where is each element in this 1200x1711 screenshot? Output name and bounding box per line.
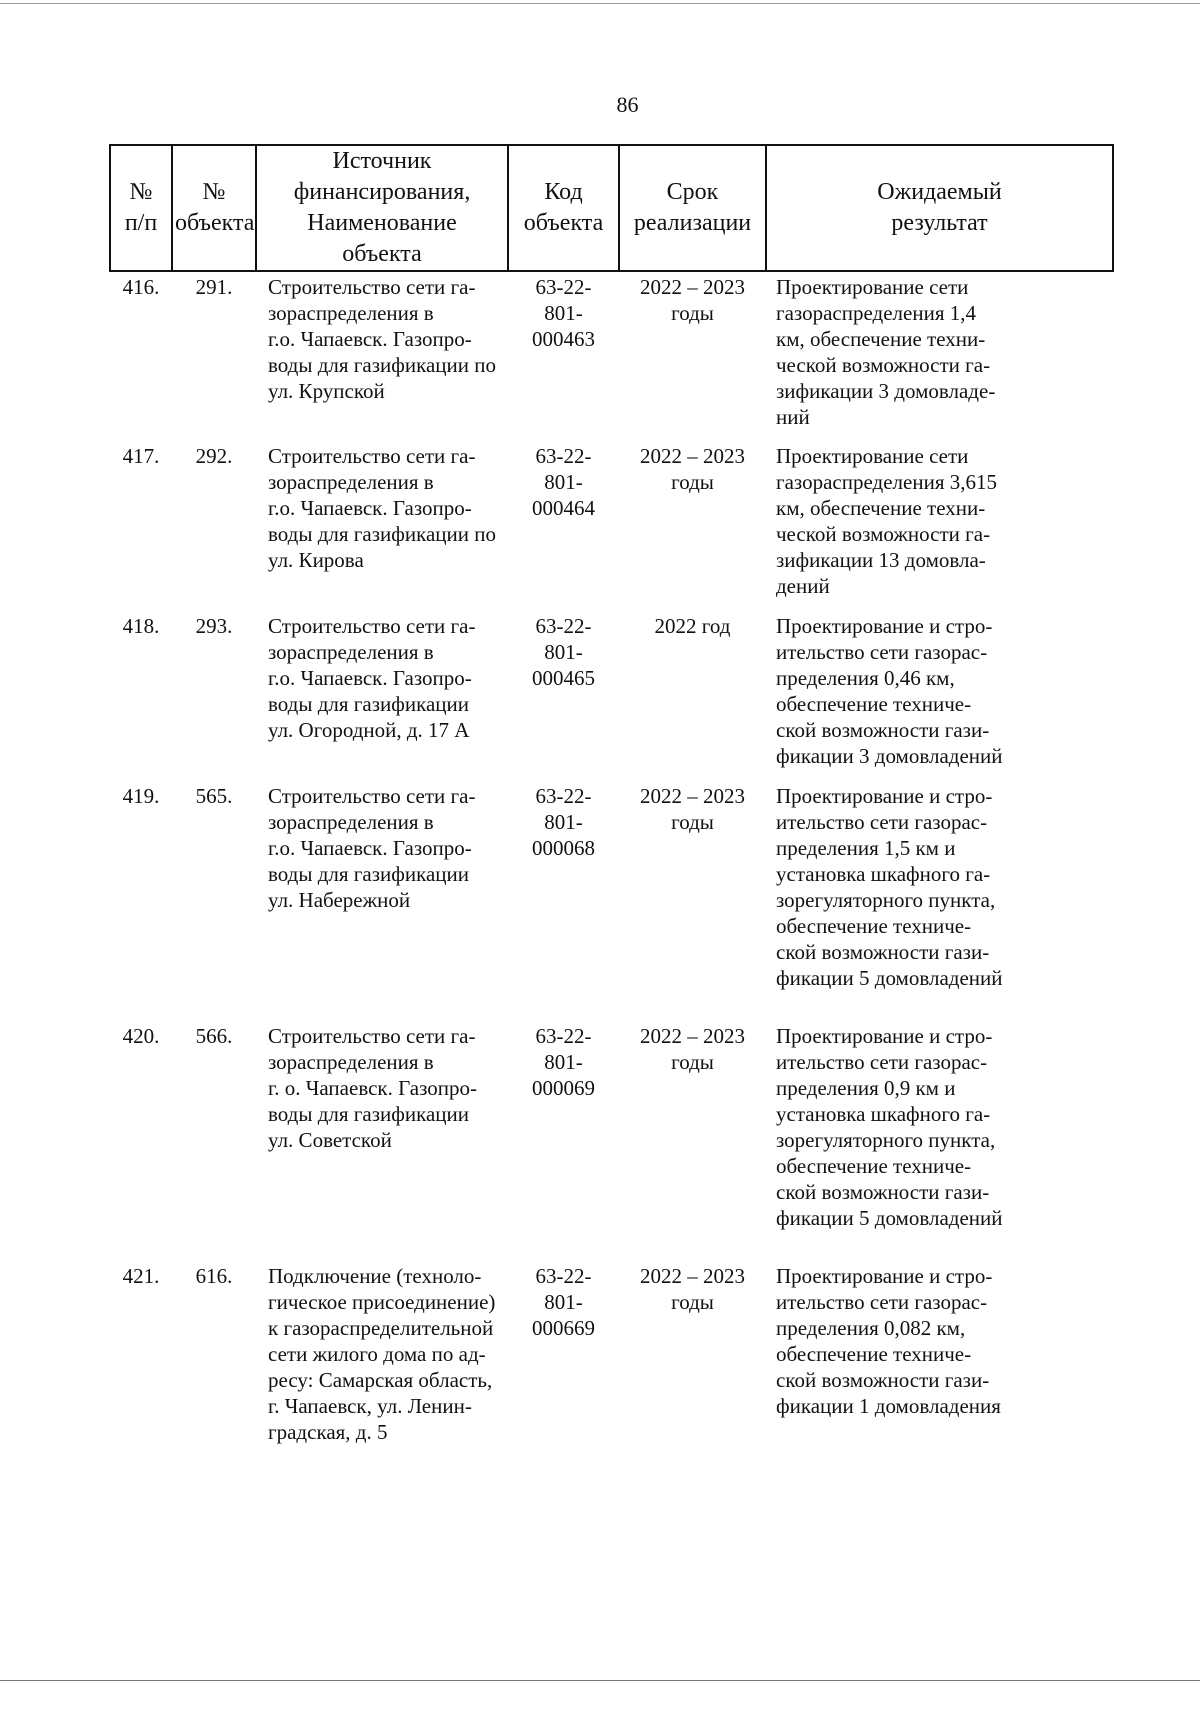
expected-result: Проектирование и стро- ительство сети газорас- пределения 1,5 км и установка шкафного га- зорегуляторного пункта, обеспечение техниче- ской возможности гази- фикации 5 домовладений <box>776 784 1003 990</box>
term: 2022 – 2023 годы <box>640 784 745 834</box>
table-row <box>110 611 1113 781</box>
row-number: 420. <box>122 1024 160 1048</box>
table-row <box>110 1021 1113 1261</box>
expected-result: Проектирование и стро- ительство сети газорас- пределения 0,9 км и установка шкафного га- зорегуляторного пункта, обеспечение техниче- ской возможности гази- фикации 5 домовладений <box>776 1024 1003 1230</box>
header-object-code: Код объекта <box>508 145 619 271</box>
object-code: 63-22- 801- 000068 <box>532 784 595 860</box>
funding-source: Строительство сети га- зораспределения в г. о. Чапаевск. Газопро- воды для газификации ул. Советской <box>268 1024 477 1152</box>
expected-result: Проектирование и стро- ительство сети газорас- пределения 0,46 км, обеспечение техниче- ской возможности гази- фикации 3 домовладений <box>776 614 1003 768</box>
funding-source: Строительство сети га- зораспределения в г.о. Чапаевск. Газопро- воды для газификации ул. Огородной, д. 17 А <box>268 614 476 742</box>
term: 2022 – 2023 годы <box>640 275 745 325</box>
object-code: 63-22- 801- 000669 <box>532 1264 595 1340</box>
term: 2022 – 2023 годы <box>640 1264 745 1314</box>
term: 2022 год <box>654 614 731 638</box>
table-row <box>110 781 1113 1021</box>
object-number: 291. <box>195 275 233 299</box>
table-row <box>110 271 1113 441</box>
header-object-number: № объекта <box>172 145 256 271</box>
page-number: 86 <box>616 92 639 117</box>
header-funding-source: Источник финансирования, Наименование объекта <box>256 145 508 271</box>
scan-edge-bottom <box>0 1680 1200 1681</box>
expected-result: Проектирование сети газораспределения 1,4 км, обеспечение техни- ческой возможности га- зификации 3 домовладе- ний <box>776 275 996 429</box>
object-number: 616. <box>195 1264 233 1288</box>
object-number: 293. <box>195 614 233 638</box>
funding-source: Строительство сети га- зораспределения в г.о. Чапаевск. Газопро- воды для газификации по ул. Крупской <box>268 275 497 403</box>
object-number: 292. <box>195 444 233 468</box>
row-number: 416. <box>122 275 160 299</box>
program-table <box>109 144 1114 1491</box>
table-header-row <box>110 145 1113 271</box>
row-number: 421. <box>122 1264 160 1288</box>
funding-source: Строительство сети га- зораспределения в г.о. Чапаевск. Газопро- воды для газификации по ул. Кирова <box>268 444 497 572</box>
expected-result: Проектирование сети газораспределения 3,615 км, обеспечение техни- ческой возможности га- зификации 13 домовла- дений <box>776 444 997 598</box>
header-term: Срок реализации <box>619 145 766 271</box>
object-code: 63-22- 801- 000069 <box>532 1024 595 1100</box>
term: 2022 – 2023 годы <box>640 444 745 494</box>
row-number: 417. <box>122 444 160 468</box>
scan-edge-top <box>0 3 1200 4</box>
object-code: 63-22- 801- 000465 <box>532 614 595 690</box>
funding-source: Строительство сети га- зораспределения в г.о. Чапаевск. Газопро- воды для газификации ул. Набережной <box>268 784 476 912</box>
row-number: 419. <box>122 784 160 808</box>
table-row <box>110 441 1113 611</box>
object-number: 566. <box>195 1024 233 1048</box>
object-number: 565. <box>195 784 233 808</box>
object-code: 63-22- 801- 000464 <box>532 444 595 520</box>
header-expected-result: Ожидаемый результат <box>766 145 1113 271</box>
table-row <box>110 1261 1113 1491</box>
funding-source: Подключение (техноло- гическое присоединение) к газораспределительной сети жилого дома по ад- ресу: Самарская область, г. Чапаевск, ул. Ленин- градская, д. 5 <box>268 1264 496 1444</box>
term: 2022 – 2023 годы <box>640 1024 745 1074</box>
header-row-number: № п/п <box>110 145 172 271</box>
object-code: 63-22- 801- 000463 <box>532 275 595 351</box>
row-number: 418. <box>122 614 160 638</box>
expected-result: Проектирование и стро- ительство сети газорас- пределения 0,082 км, обеспечение техниче- ской возможности гази- фикации 1 домовладения <box>776 1264 1001 1418</box>
